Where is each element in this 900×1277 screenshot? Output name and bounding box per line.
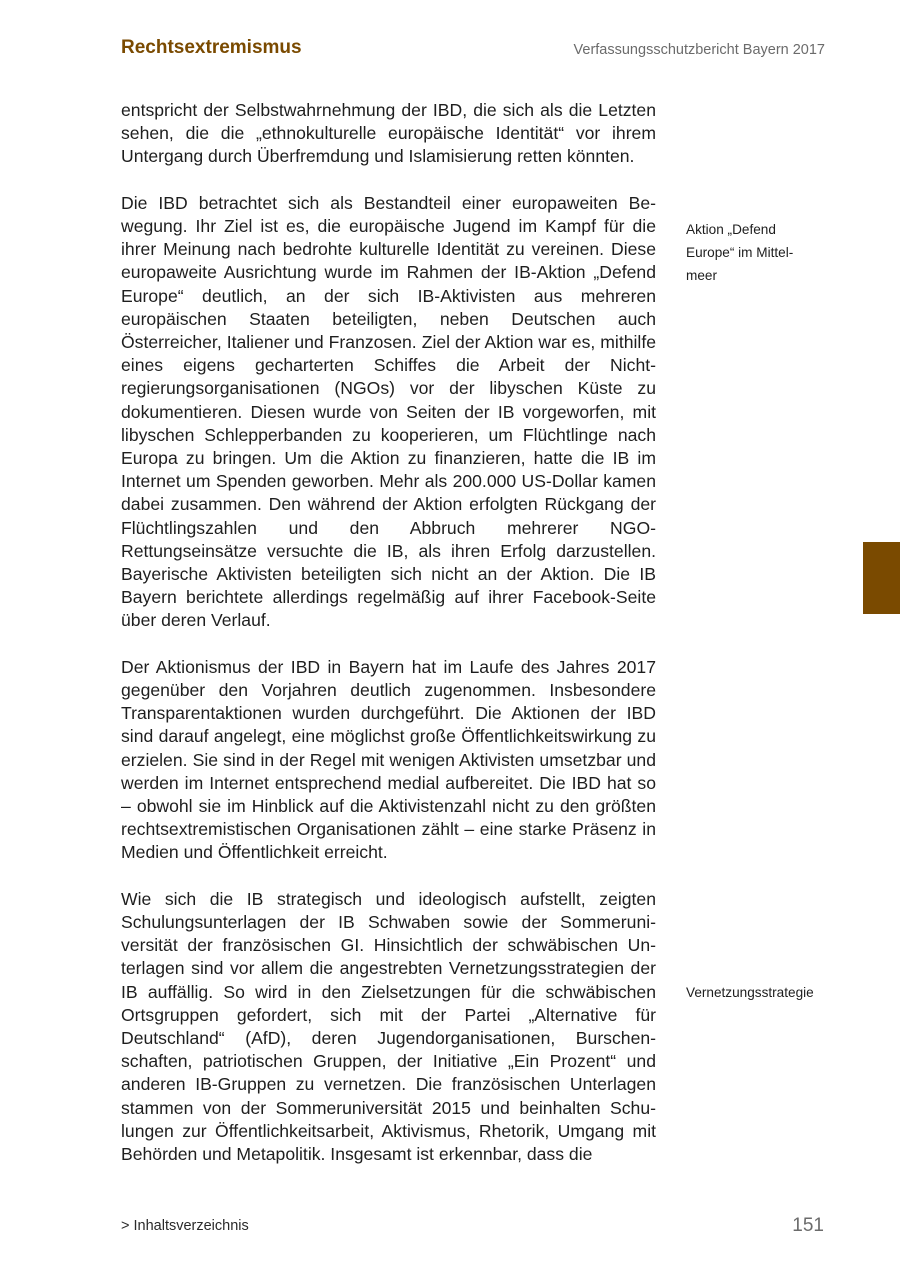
toc-link[interactable]: > Inhaltsverzeichnis	[121, 1218, 249, 1234]
margin-note-vernetzung: Vernetzungsstrategie	[686, 985, 814, 1000]
section-title: Rechtsextremismus	[121, 37, 302, 58]
paragraph: Wie sich die IB strategisch und ideologisch aufstellt, zeigten Schulungsunterlagen der IB Schwaben sowie der Sommeruniversität der französischen GI. Hinsichtlich der schwäbischen Unterlagen sind vor allem die angestrebten Vernetzungsstrategien der IB auffällig. So wird in den Zielsetzungen für die schwäbischen Ortsgruppen gefordert, sich mit der Partei „Alternative für Deutschland“ (AfD), deren Jugendorganisationen, Burschenschaften, patriotischen Gruppen, der Initiative „Ein Prozent“ und anderen IB-Gruppen zu vernetzen. Die französischen Unterlagen stammen von der Sommeruniversität 2015 und beinhalten Schulungen zur Öffentlichkeitsarbeit, Aktivismus, Rhetorik, Umgang mit Behörden und Metapolitik. Insgesamt ist erkennbar, dass die	[121, 888, 656, 1165]
body-text	[121, 99, 656, 1189]
paragraph: Die IBD betrachtet sich als Bestandteil einer europaweiten Bewegung. Ihr Ziel ist es, die europäische Jugend im Kampf für die ihrer Meinung nach bedrohte kulturelle Identität zu vereinen. Diese europaweite Ausrichtung wurde im Rahmen der IB-Aktion „Defend Europe“ deutlich, an der sich IB-Aktivisten aus mehreren europäischen Staaten beteiligten, neben Deutschen auch Österreicher, Italiener und Franzosen. Ziel der Aktion war es, mithilfe eines eigens gecharterten Schiffes die Arbeit der Nichtregierungsorganisationen (NGOs) vor der libyschen Küste zu dokumentieren. Diesen wurde von Seiten der IB vorgeworfen, mit libyschen Schlepperbanden zu kooperieren, um Flüchtlinge nach Europa zu bringen. Um die Aktion zu finanzieren, hatte die IB im Internet um Spenden geworben. Mehr als 200.000 US-Dollar kamen dabei zusammen. Den während der Aktion erfolgten Rückgang der Flüchtlingszahlen und den Abbruch mehrerer NGO-Rettungseinsätze versuchte die IB, als ihren Erfolg darzustellen. Bayerische Aktivisten beteiligten sich nicht an der Aktion. Die IB Bayern berichtete allerdings regelmäßig auf ihrer Facebook-Seite über deren Verlauf.	[121, 192, 656, 631]
paragraph: entspricht der Selbstwahrnehmung der IBD, die sich als die Letzten sehen, die die „ethnokulturelle europäische Identität“ vor ihrem Untergang durch Überfremdung und Islamisierung retten könnten.	[121, 100, 656, 167]
page-number: 151	[792, 1215, 824, 1236]
paragraph: Der Aktionismus der IBD in Bayern hat im Laufe des Jahres 2017 gegenüber den Vorjahren deutlich zugenommen. Insbesondere Transparentaktionen wurden durchgeführt. Die Aktionen der IBD sind darauf angelegt, eine möglichst große Öffentlichkeitswirkung zu erzielen. Sie sind in der Regel mit wenigen Aktivisten umsetzbar und werden im Internet entsprechend medial aufbereitet. Die IBD hat so – obwohl sie im Hinblick auf die Aktivistenzahl nicht zu den größten rechtsextremistischen Organisationen zählt – eine starke Präsenz in Medien und Öffentlichkeit erreicht.	[121, 656, 656, 863]
report-title: Verfassungsschutzbericht Bayern 2017	[573, 42, 825, 58]
chapter-tab-marker	[863, 542, 900, 614]
margin-note-defend-europe: Aktion „Defend Europe“ im Mittelmeer	[686, 222, 794, 283]
